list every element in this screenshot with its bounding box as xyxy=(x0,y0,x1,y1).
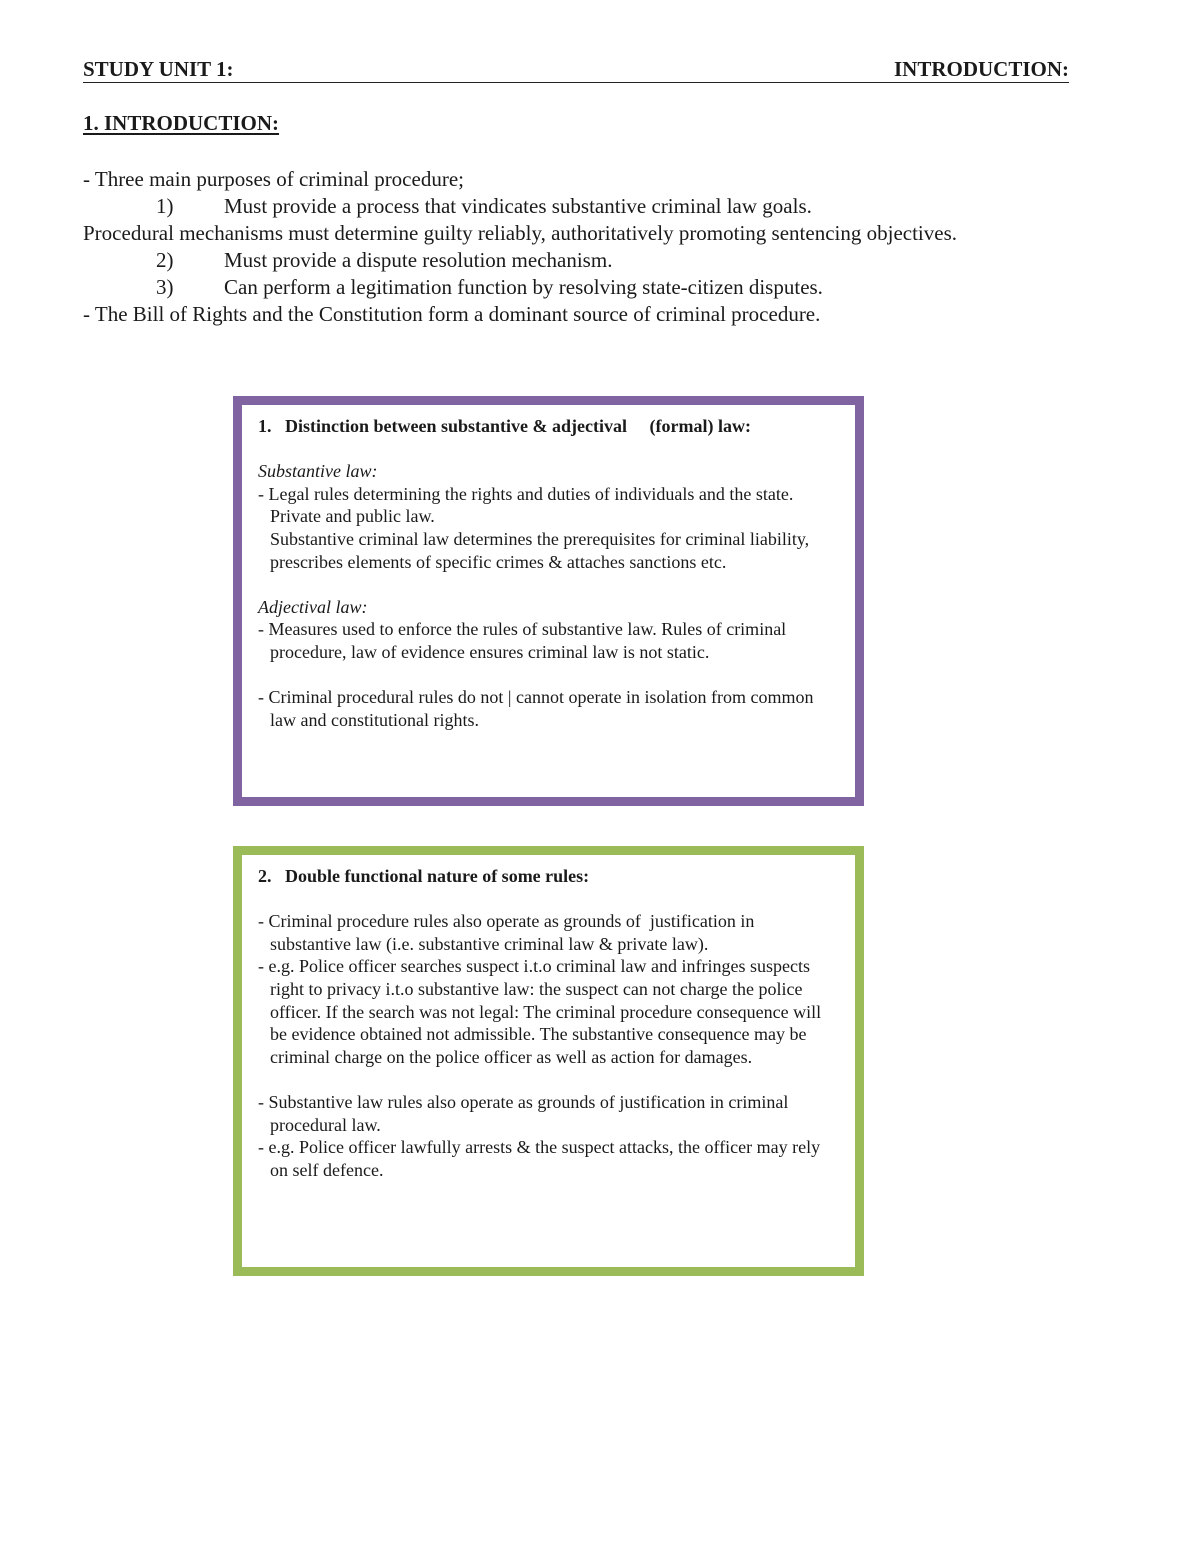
arrest-example-bullet: - e.g. Police officer lawfully arrests & the suspect attacks, the officer may rely on self defence. xyxy=(258,1137,821,1180)
substantive-law-heading: Substantive law: xyxy=(258,461,378,482)
double-function-box-number: 2. xyxy=(258,866,272,886)
intro-line-purposes: - Three main purposes of criminal procedure; xyxy=(83,167,464,191)
substantive-law-bullet xyxy=(258,483,838,573)
substantive-law-bullet-text: - Legal rules determining the rights and duties of individuals and the state. Private and public law. xyxy=(258,483,794,527)
adjectival-law-heading: Adjectival law: xyxy=(258,596,368,617)
intro-item-3-number: 3) xyxy=(156,275,174,299)
distinction-box-title xyxy=(258,415,838,438)
page-header xyxy=(83,56,1069,83)
double-function-box-title xyxy=(258,865,838,888)
double-function-box xyxy=(233,846,864,1276)
distinction-box-number: 1. xyxy=(258,416,272,436)
intro-item-2-text: Must provide a dispute resolution mechanism. xyxy=(224,248,613,272)
intro-item-1-number: 1) xyxy=(156,194,174,218)
double-function-box-content xyxy=(258,865,838,1181)
distinction-box-content xyxy=(258,415,838,731)
intro-item-2-number: 2) xyxy=(156,248,174,272)
double-function-box-title-text: Double functional nature of some rules: xyxy=(285,866,590,886)
intro-item-1-text: Must provide a process that vindicates substantive criminal law goals. xyxy=(224,194,812,218)
search-example-bullet: - e.g. Police officer searches suspect i.t.o criminal law and infringes suspects right to privacy i.t.o substantive law: the suspect can not charge the police officer. If the search was not legal: The criminal procedure consequence will be evidence obtained not admissible. The substantive consequence may be criminal charge on the police officer as well as action for damages. xyxy=(258,956,822,1067)
distinction-box-title-text: Distinction between substantive & adjectival (formal) law: xyxy=(285,416,751,436)
procedural-rules-bullet: - Criminal procedural rules do not | cannot operate in isolation from common law and constitutional rights. xyxy=(258,687,814,730)
intro-item-3-text: Can perform a legitimation function by resolving state-citizen disputes. xyxy=(224,275,823,299)
substantive-justification-bullet: - Substantive law rules also operate as grounds of justification in criminal procedural law. xyxy=(258,1091,789,1135)
intro-item-2 xyxy=(83,247,1123,274)
distinction-box xyxy=(233,396,864,806)
intro-item-3 xyxy=(83,274,1123,301)
intro-line-procedural: Procedural mechanisms must determine guilty reliably, authoritatively promoting sentencing objectives. xyxy=(83,221,958,245)
substantive-law-bullet-continued: Substantive criminal law determines the prerequisites for criminal liability, prescribes elements of specific crimes & attaches sanctions etc. xyxy=(270,528,810,572)
header-left-title: STUDY UNIT 1: xyxy=(83,57,234,81)
intro-text xyxy=(83,166,1123,328)
intro-item-1 xyxy=(83,193,1123,220)
section-heading: 1. INTRODUCTION: xyxy=(83,111,280,135)
procedure-justification-bullet: - Criminal procedure rules also operate as grounds of justification in substantive law (i.e. substantive criminal law & private law). xyxy=(258,911,759,954)
intro-line-bill-of-rights: - The Bill of Rights and the Constitution form a dominant source of criminal procedure. xyxy=(83,302,821,326)
adjectival-law-bullet: - Measures used to enforce the rules of substantive law. Rules of criminal procedure, law of evidence ensures criminal law is not static. xyxy=(258,619,787,662)
header-right-title: INTRODUCTION: xyxy=(893,57,1069,81)
